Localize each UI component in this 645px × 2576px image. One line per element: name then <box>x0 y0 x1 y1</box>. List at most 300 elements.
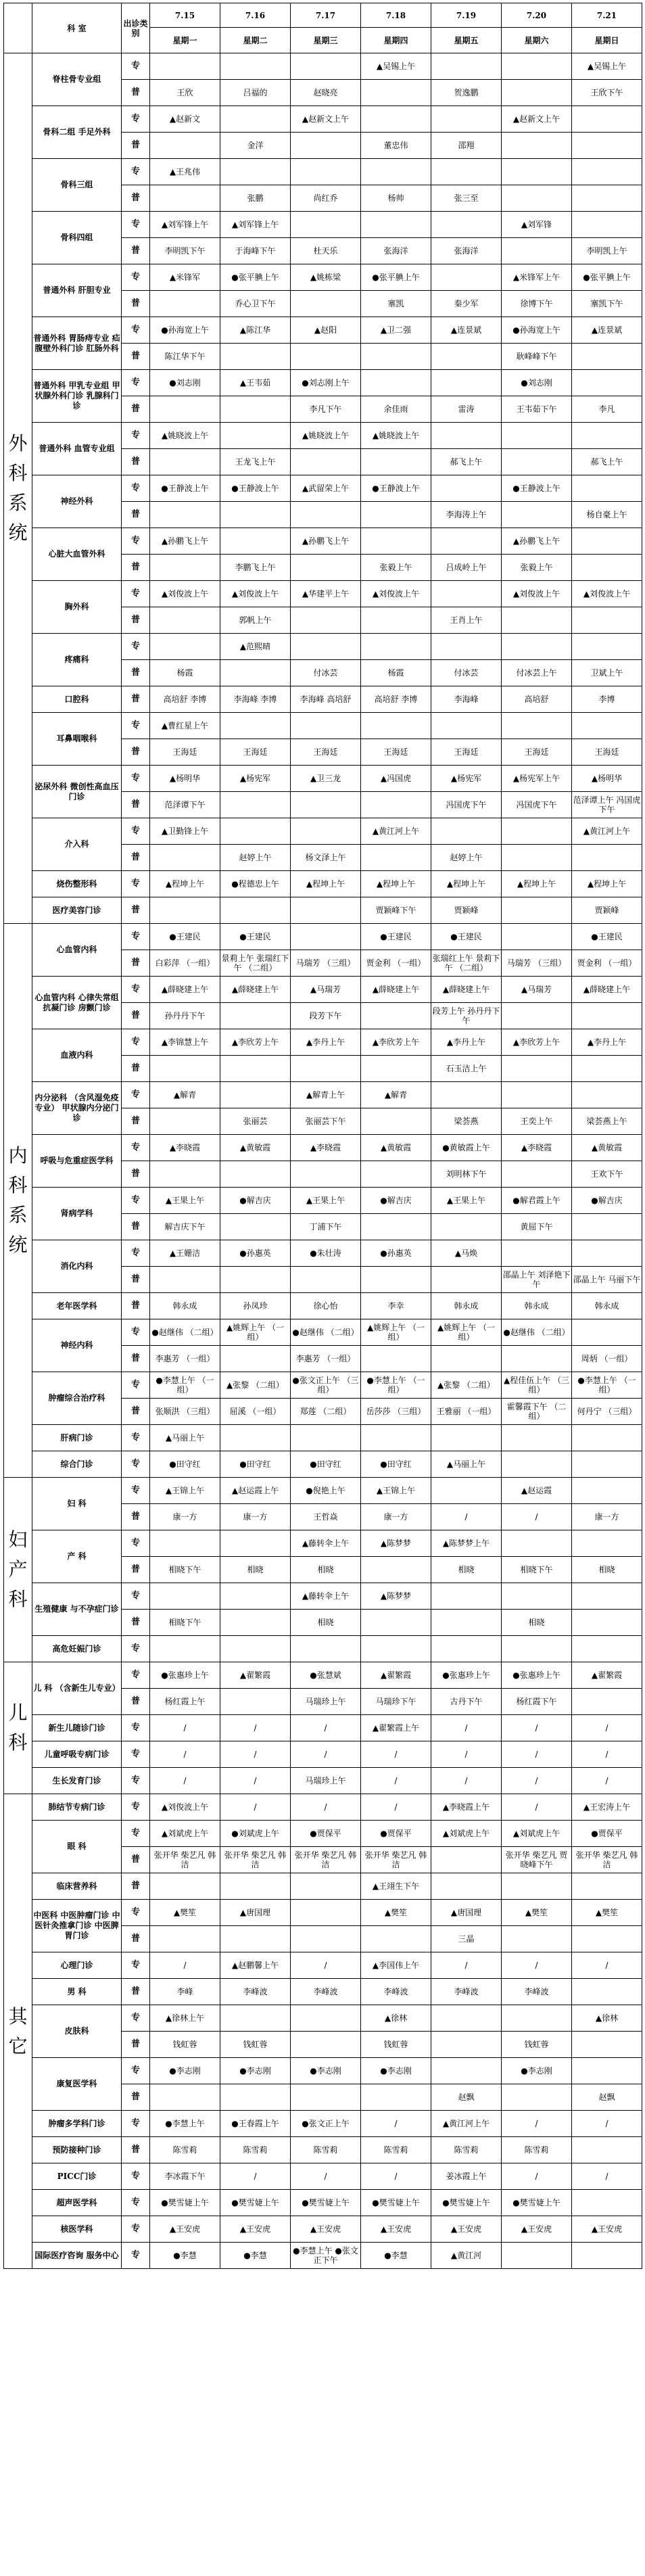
schedule-cell <box>220 1082 291 1108</box>
schedule-cell <box>150 449 220 475</box>
schedule-cell <box>431 159 502 185</box>
schedule-cell: 李峰波 <box>361 1979 431 2005</box>
schedule-cell <box>572 2137 642 2163</box>
schedule-cell: 高培舒 李博 <box>150 686 220 713</box>
clinic-type-cell: 普 <box>122 1003 150 1029</box>
schedule-cell: 相晓下午 <box>502 1557 572 1583</box>
schedule-cell <box>502 159 572 185</box>
schedule-cell: ●田守红 <box>220 1451 291 1478</box>
schedule-cell <box>572 212 642 238</box>
clinic-type-cell: 专 <box>122 634 150 660</box>
schedule-cell: ▲李欣芳上午 <box>502 1029 572 1056</box>
table-row <box>4 1873 642 1900</box>
schedule-cell <box>572 1056 642 1082</box>
schedule-cell: 王韦茹下午 <box>502 396 572 423</box>
schedule-cell <box>220 1346 291 1372</box>
schedule-cell: ▲王锦上午 <box>361 1478 431 1504</box>
schedule-cell: 吕福的 <box>220 80 291 106</box>
schedule-cell: ▲刘军锋上午 <box>150 212 220 238</box>
schedule-cell: / <box>220 1715 291 1741</box>
schedule-cell: ●解吉庆 <box>220 1188 291 1214</box>
table-row <box>4 1900 642 1926</box>
schedule-cell <box>431 1847 502 1873</box>
clinic-type-cell: 专 <box>122 924 150 950</box>
schedule-cell: 付冰芸 <box>431 660 502 686</box>
dept-cell: 普通外科 胃肠痔专业 疝腹壁外科门诊 肛肠外科 <box>32 317 122 370</box>
schedule-cell: ▲徐林上午 <box>150 2005 220 2032</box>
weekday-header: 星期五 <box>431 28 502 53</box>
clinic-type-cell: 专 <box>122 713 150 739</box>
schedule-cell: 张瑞红上午 景莉下午 （二组） <box>431 950 502 977</box>
schedule-cell: ▲连景斌 <box>431 317 502 344</box>
schedule-cell <box>572 2032 642 2058</box>
table-row <box>4 423 642 449</box>
schedule-cell: 古丹下午 <box>431 1689 502 1715</box>
schedule-cell <box>502 818 572 845</box>
dept-header: 科 室 <box>32 3 122 53</box>
schedule-cell <box>572 133 642 159</box>
weekday-header: 星期二 <box>220 28 291 53</box>
schedule-cell: 杨霞 <box>150 660 220 686</box>
dept-cell: 口腔科 <box>32 686 122 713</box>
dept-cell: 泌尿外科 微创性高血压门诊 <box>32 766 122 818</box>
schedule-cell: 卫斌上午 <box>572 660 642 686</box>
schedule-cell <box>502 607 572 634</box>
dept-cell: PICC门诊 <box>32 2163 122 2190</box>
schedule-cell: ●贾保平 <box>361 1821 431 1847</box>
clinic-type-cell: 专 <box>122 1952 150 1979</box>
schedule-cell: 韩永成 <box>150 1293 220 1319</box>
schedule-cell: 石玉洁上午 <box>431 1056 502 1082</box>
schedule-cell: 康一方 <box>220 1504 291 1530</box>
clinic-type-cell: 普 <box>122 1214 150 1240</box>
dept-cell: 神经外科 <box>32 475 122 528</box>
schedule-cell: ▲王兆伟 <box>150 159 220 185</box>
clinic-type-cell: 专 <box>122 1794 150 1821</box>
schedule-cell <box>502 2084 572 2111</box>
clinic-type-cell: 普 <box>122 1926 150 1952</box>
schedule-cell: 相晓下午 <box>150 1610 220 1636</box>
schedule-cell: 贾颖峰 <box>431 897 502 924</box>
dept-cell: 眼 科 <box>32 1821 122 1873</box>
schedule-cell <box>150 845 220 871</box>
schedule-cell: ▲卫勤锋上午 <box>150 818 220 845</box>
schedule-cell <box>150 133 220 159</box>
schedule-cell <box>431 713 502 739</box>
schedule-cell: ▲程坤上午 <box>572 871 642 897</box>
schedule-cell: ▲姚晓波上午 <box>291 423 361 449</box>
dept-cell: 普通外科 血管专业组 <box>32 423 122 475</box>
schedule-cell <box>220 1689 291 1715</box>
schedule-cell <box>291 133 361 159</box>
clinic-type-cell: 普 <box>122 396 150 423</box>
schedule-cell <box>361 1610 431 1636</box>
schedule-cell: 相晓 <box>291 1610 361 1636</box>
schedule-cell: ▲马瑞芳 <box>502 977 572 1003</box>
schedule-cell: 董忠伟 <box>361 133 431 159</box>
dept-cell: 生长发育门诊 <box>32 1768 122 1794</box>
schedule-cell <box>220 1425 291 1451</box>
table-row <box>4 897 642 924</box>
schedule-cell: ▲陈梦梦上午 <box>431 1530 502 1557</box>
schedule-table <box>3 3 642 2269</box>
schedule-cell <box>572 2058 642 2084</box>
schedule-cell <box>220 502 291 528</box>
schedule-cell: / <box>291 1794 361 1821</box>
dept-cell: 中医科 中医肿瘤门诊 中医针灸推拿门诊 中医脾胃门诊 <box>32 1900 122 1952</box>
clinic-type-cell: 普 <box>122 238 150 264</box>
schedule-cell <box>150 1056 220 1082</box>
schedule-cell: 刘明林下午 <box>431 1161 502 1188</box>
schedule-cell: 王海廷 <box>361 739 431 766</box>
schedule-cell: ▲孙鹏飞上午 <box>150 528 220 555</box>
schedule-cell: 相晓 <box>220 1557 291 1583</box>
schedule-cell <box>291 1425 361 1451</box>
schedule-cell: 三晶 <box>431 1926 502 1952</box>
schedule-cell: 韩永成 <box>431 1293 502 1319</box>
clinic-type-cell: 普 <box>122 660 150 686</box>
schedule-sheet <box>3 3 642 2571</box>
schedule-cell: 相晓 <box>572 1557 642 1583</box>
schedule-cell <box>291 555 361 581</box>
schedule-cell: ▲黄江河上午 <box>572 818 642 845</box>
schedule-cell <box>220 897 291 924</box>
schedule-cell: 相晓 <box>431 1557 502 1583</box>
schedule-cell: ●张惠珍上午 <box>502 1662 572 1689</box>
schedule-cell <box>361 845 431 871</box>
clinic-type-cell: 普 <box>122 449 150 475</box>
schedule-cell: 郝飞上午 <box>431 449 502 475</box>
schedule-cell: ●樊雪婕上午 <box>291 2190 361 2216</box>
schedule-cell <box>502 1636 572 1662</box>
schedule-cell: ▲翟繁霞上午 <box>361 1715 431 1741</box>
schedule-cell <box>150 1636 220 1662</box>
schedule-cell: 孙凤珍 <box>220 1293 291 1319</box>
schedule-cell: ▲王果上午 <box>150 1188 220 1214</box>
clinic-type-cell: 专 <box>122 1530 150 1557</box>
schedule-cell <box>220 344 291 370</box>
clinic-type-cell: 普 <box>122 1610 150 1636</box>
table-row <box>4 1530 642 1557</box>
schedule-cell: ●李慧上午 ●张文正下午 <box>291 2243 361 2269</box>
schedule-cell <box>502 1346 572 1372</box>
schedule-cell <box>361 106 431 133</box>
schedule-cell <box>502 1583 572 1610</box>
table-row <box>4 1451 642 1478</box>
schedule-cell: 张鹏 <box>220 185 291 212</box>
schedule-cell: ▲杨明华 <box>572 766 642 792</box>
schedule-cell: 张开华 柴艺凡 贾晓峰下午 <box>502 1847 572 1873</box>
schedule-cell: 王海廷 <box>150 739 220 766</box>
schedule-cell: ▲刘俊波上午 <box>150 1794 220 1821</box>
schedule-cell: ▲马丽上午 <box>150 1425 220 1451</box>
schedule-cell <box>361 1267 431 1293</box>
schedule-cell: ▲刘俊波上午 <box>361 581 431 607</box>
clinic-type-cell: 普 <box>122 739 150 766</box>
schedule-cell: ●樊雪婕上午 <box>220 2190 291 2216</box>
table-row <box>4 1952 642 1979</box>
schedule-cell: ●解吉庆 <box>572 1188 642 1214</box>
dept-cell: 胸外科 <box>32 581 122 634</box>
schedule-cell: ▲杨宪军 <box>431 766 502 792</box>
schedule-cell: ●张平腆上午 <box>361 264 431 291</box>
clinic-type-cell: 普 <box>122 291 150 317</box>
schedule-cell <box>502 1056 572 1082</box>
clinic-type-cell: 专 <box>122 1768 150 1794</box>
schedule-cell: 耿峰峰下午 <box>502 344 572 370</box>
dept-cell: 骨科四组 <box>32 212 122 264</box>
schedule-cell <box>291 1873 361 1900</box>
schedule-cell: 李惠芳 （一组） <box>291 1346 361 1372</box>
schedule-cell <box>361 1214 431 1240</box>
schedule-cell <box>431 2005 502 2032</box>
schedule-cell: 张顺洪 （三组） <box>150 1399 220 1425</box>
schedule-cell: / <box>502 2163 572 2190</box>
schedule-cell <box>291 53 361 80</box>
schedule-cell <box>502 53 572 80</box>
schedule-cell <box>572 344 642 370</box>
weekday-header: 星期六 <box>502 28 572 53</box>
table-row <box>4 53 642 80</box>
schedule-cell <box>572 1425 642 1451</box>
schedule-cell: 贾颖峰 <box>572 897 642 924</box>
schedule-cell: ▲刘军锋 <box>502 212 572 238</box>
dept-cell: 肝病门诊 <box>32 1425 122 1451</box>
schedule-cell <box>572 1926 642 1952</box>
schedule-cell <box>291 502 361 528</box>
schedule-cell: ▲樊笙 <box>361 1900 431 1926</box>
schedule-cell <box>361 344 431 370</box>
dept-cell: 脊柱骨专业组 <box>32 53 122 106</box>
schedule-cell: ●李慧 <box>361 2243 431 2269</box>
dept-cell: 预防接种门诊 <box>32 2137 122 2163</box>
clinic-type-cell: 普 <box>122 80 150 106</box>
schedule-cell: 雷涛 <box>431 396 502 423</box>
schedule-cell: 黄屈下午 <box>502 1214 572 1240</box>
schedule-cell <box>431 634 502 660</box>
schedule-cell: ▲樊笙 <box>572 1900 642 1926</box>
clinic-type-cell: 专 <box>122 977 150 1003</box>
schedule-cell <box>431 53 502 80</box>
schedule-cell: ▲李欣芳上午 <box>361 1029 431 1056</box>
clinic-type-cell: 普 <box>122 555 150 581</box>
schedule-cell <box>431 1082 502 1108</box>
dept-cell: 消化内科 <box>32 1240 122 1293</box>
clinic-type-cell: 普 <box>122 792 150 818</box>
schedule-cell: ▲程坤上午 <box>431 871 502 897</box>
schedule-cell <box>572 1636 642 1662</box>
schedule-cell: 梁荟燕 <box>431 1108 502 1135</box>
schedule-cell <box>150 396 220 423</box>
table-row <box>4 1319 642 1346</box>
schedule-cell: 赵晓亮 <box>291 80 361 106</box>
clinic-type-cell: 专 <box>122 818 150 845</box>
schedule-cell: 张毅上午 <box>502 555 572 581</box>
clinic-type-cell: 专 <box>122 370 150 396</box>
clinic-type-cell: 普 <box>122 2084 150 2111</box>
schedule-cell <box>291 713 361 739</box>
date-header: 7.15 <box>150 3 220 28</box>
schedule-cell: 赵飘 <box>431 2084 502 2111</box>
schedule-cell: 李惠芳 （一组） <box>150 1346 220 1372</box>
clinic-type-cell: 专 <box>122 1715 150 1741</box>
schedule-cell: 徐博下午 <box>502 291 572 317</box>
table-row <box>4 1082 642 1108</box>
schedule-cell: ●张平腆上午 <box>572 264 642 291</box>
schedule-cell <box>431 528 502 555</box>
schedule-cell: 钱虹蓉 <box>220 2032 291 2058</box>
schedule-cell: ▲杨明华 <box>150 766 220 792</box>
category-header <box>4 3 32 53</box>
schedule-cell: 杨霞 <box>361 660 431 686</box>
schedule-cell: 岳莎莎 （三组） <box>361 1399 431 1425</box>
clinic-type-cell: 专 <box>122 1240 150 1267</box>
schedule-cell: 李凡 <box>572 396 642 423</box>
schedule-cell: ▲薛晓建上午 <box>361 977 431 1003</box>
schedule-cell <box>150 1926 220 1952</box>
schedule-cell: ▲程坤上午 <box>150 871 220 897</box>
schedule-cell: 冯国虎下午 <box>431 792 502 818</box>
clinic-type-cell: 专 <box>122 264 150 291</box>
schedule-cell: 范泽谭下午 <box>150 792 220 818</box>
clinic-type-cell: 普 <box>122 133 150 159</box>
schedule-cell: / <box>361 1768 431 1794</box>
schedule-cell: ▲徐林 <box>572 2005 642 2032</box>
schedule-cell <box>431 264 502 291</box>
schedule-cell: ▲张黎 （二组） <box>431 1372 502 1399</box>
schedule-cell <box>502 502 572 528</box>
schedule-cell <box>291 924 361 950</box>
schedule-cell: / <box>150 1741 220 1768</box>
schedule-cell: 杜天乐 <box>291 238 361 264</box>
schedule-cell: ▲陈梦梦 <box>361 1530 431 1557</box>
dept-cell: 肿瘤综合治疗科 <box>32 1372 122 1425</box>
schedule-cell <box>361 713 431 739</box>
schedule-cell: ▲赵运霞 <box>502 1478 572 1504</box>
schedule-cell: 邵晶上午 马丽下午 <box>572 1267 642 1293</box>
schedule-cell: ▲刘军锋上午 <box>220 212 291 238</box>
schedule-cell: ▲姚晓波上午 <box>361 423 431 449</box>
schedule-cell: ▲杨宪军 <box>220 766 291 792</box>
schedule-cell: 陈雪莉 <box>220 2137 291 2163</box>
category-cell: 外科系统 <box>4 53 32 924</box>
table-row <box>4 713 642 739</box>
schedule-cell: / <box>502 1504 572 1530</box>
table-row <box>4 1662 642 1689</box>
schedule-cell: ▲翟繁霞 <box>361 1662 431 1689</box>
dept-cell: 骨科三组 <box>32 159 122 212</box>
category-cell: 内科系统 <box>4 924 32 1478</box>
schedule-cell <box>220 1214 291 1240</box>
dept-cell: 老年医学科 <box>32 1293 122 1319</box>
schedule-cell: ▲唐国理 <box>431 1900 502 1926</box>
date-header: 7.18 <box>361 3 431 28</box>
clinic-type-cell: 普 <box>122 2032 150 2058</box>
schedule-cell: 相晓下午 <box>150 1557 220 1583</box>
schedule-cell: 贾金利 （一组） <box>572 950 642 977</box>
schedule-cell: ▲李晓霞 <box>502 1135 572 1161</box>
schedule-cell: ●贾保平 <box>291 1821 361 1847</box>
clinic-type-cell: 普 <box>122 1979 150 2005</box>
table-row <box>4 581 642 607</box>
schedule-cell: 李鹏飞上午 <box>220 555 291 581</box>
table-row <box>4 1768 642 1794</box>
table-row <box>4 528 642 555</box>
clinic-type-cell: 专 <box>122 1583 150 1610</box>
schedule-cell: / <box>502 1794 572 1821</box>
schedule-cell: 姜冰霞上午 <box>431 2163 502 2190</box>
table-row <box>4 317 642 344</box>
schedule-cell: / <box>291 1741 361 1768</box>
weekday-header: 星期四 <box>361 28 431 53</box>
schedule-cell <box>220 1926 291 1952</box>
schedule-cell <box>502 185 572 212</box>
schedule-cell <box>291 2005 361 2032</box>
clinic-type-cell: 专 <box>122 2005 150 2032</box>
schedule-cell <box>220 159 291 185</box>
schedule-cell: ▲程坤上午 <box>361 871 431 897</box>
dept-cell: 肿瘤多学科门诊 <box>32 2111 122 2137</box>
schedule-cell <box>220 1003 291 1029</box>
clinic-type-cell: 专 <box>122 1636 150 1662</box>
schedule-cell <box>431 1346 502 1372</box>
schedule-cell: 王肖上午 <box>431 607 502 634</box>
schedule-cell <box>220 1583 291 1610</box>
schedule-cell <box>431 2032 502 2058</box>
schedule-cell <box>220 1610 291 1636</box>
table-row <box>4 766 642 792</box>
schedule-cell: ▲王韦茹 <box>220 370 291 396</box>
schedule-cell: 杨文泽上午 <box>291 845 361 871</box>
schedule-cell <box>572 1583 642 1610</box>
schedule-cell <box>220 713 291 739</box>
schedule-cell: 郭帆上午 <box>220 607 291 634</box>
schedule-cell: ▲马瑞芳 <box>291 977 361 1003</box>
schedule-cell: 王哲焱 <box>291 1504 361 1530</box>
schedule-cell <box>361 1056 431 1082</box>
clinic-type-cell: 专 <box>122 1451 150 1478</box>
table-row <box>4 1293 642 1319</box>
clinic-type-cell: 专 <box>122 2216 150 2243</box>
schedule-cell: / <box>361 2111 431 2137</box>
schedule-cell <box>431 1214 502 1240</box>
schedule-cell <box>220 2005 291 2032</box>
schedule-cell <box>291 291 361 317</box>
table-row <box>4 1741 642 1768</box>
schedule-cell <box>572 2243 642 2269</box>
schedule-cell <box>150 2084 220 2111</box>
table-row <box>4 2111 642 2137</box>
schedule-cell: ▲黄江河 <box>431 2243 502 2269</box>
schedule-cell: 李明凯上午 <box>572 238 642 264</box>
schedule-cell <box>220 2084 291 2111</box>
schedule-cell: 郝飞上午 <box>572 449 642 475</box>
schedule-cell: / <box>572 1768 642 1794</box>
schedule-cell: ▲王安虎 <box>361 2216 431 2243</box>
clinic-type-cell: 普 <box>122 1689 150 1715</box>
schedule-cell: / <box>572 2163 642 2190</box>
schedule-cell <box>431 212 502 238</box>
schedule-cell: 李海峰 李博 <box>220 686 291 713</box>
schedule-cell <box>150 1530 220 1557</box>
schedule-cell: ▲王安虎 <box>220 2216 291 2243</box>
schedule-cell: 王海廷 <box>220 739 291 766</box>
schedule-cell: ●李志刚 <box>220 2058 291 2084</box>
schedule-cell: 王海廷 <box>291 739 361 766</box>
schedule-cell <box>361 212 431 238</box>
schedule-cell <box>502 713 572 739</box>
schedule-cell <box>502 238 572 264</box>
